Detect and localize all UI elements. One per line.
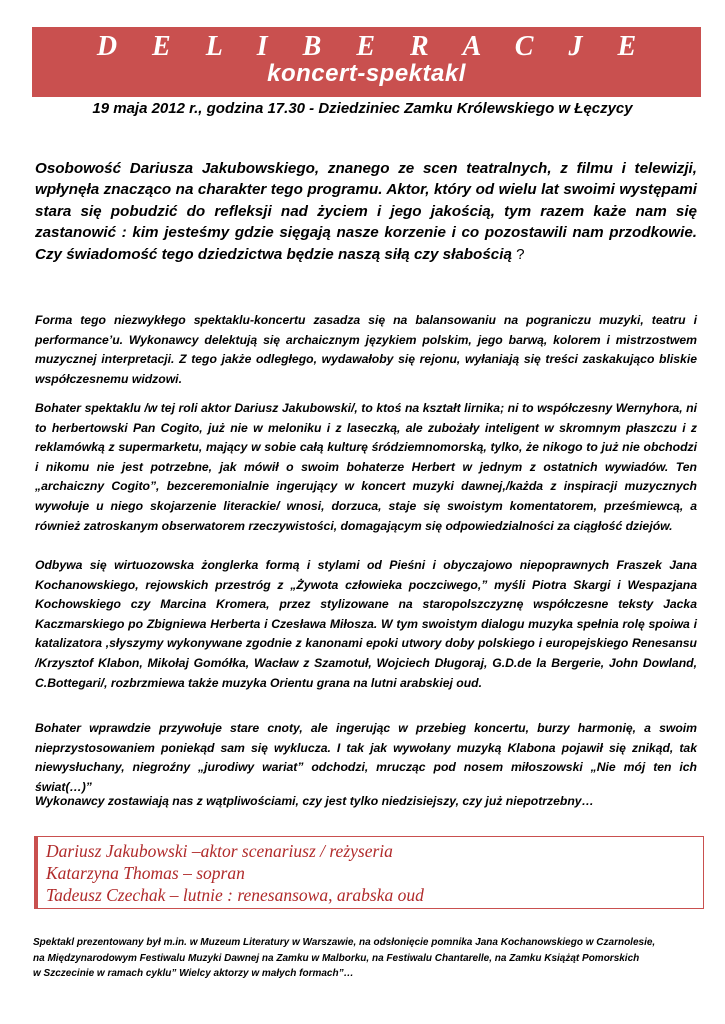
description-paragraph-closing: Wykonawcy zostawiają nas z wątpliwościami, czy jest tylko niedzisiejszy, czy już niepotrzebny… bbox=[35, 794, 594, 808]
performers-credits-box bbox=[34, 836, 704, 909]
event-title: D E L I B E R A C J E bbox=[96, 31, 651, 62]
footer-line: na Międzynarodowym Festiwalu Muzyki Dawnej na Zamku w Malborku, na Festiwalu Chantarelle, na Zamku Książąt Pomorskich bbox=[33, 952, 640, 964]
intro-question-mark: ? bbox=[511, 245, 525, 263]
description-paragraph-hero: Bohater spektaklu /w tej roli aktor Dariusz Jakubowski/, to ktoś na kształt lirnika; ni to współczesny Wernyhora, ni to herbertowski Pan Cogito, już nie w meloniku i z laseczką, ale zubożały inteligent w skromnym płaszczu i z reklamówką z supermarketu, mający w sobie całą kulturę śródziemnomorską, tylko, że nikogo to już nie obchodzi i nikomu nie jest potrzebne, jak mówił o swoim bohaterze Herbert w jednym z ostatnich wywiadów. Ten „archaiczny Cogito”, bezceremonialnie ingerujący w koncert muzyki dawnej,/każda z inspiracji muzycznych wywołuje u niego skojarzenie literackie/ wnosi, dorzuca, staje się swoistym komentatorem, prześmiewcą, a również zatroskanym obserwatorem rzeczywistości, domagającym się odpowiedzialności za ciągłość dziejów. bbox=[35, 401, 697, 533]
performance-history-footer bbox=[33, 935, 701, 982]
description-paragraph-form: Forma tego niezwykłego spektaklu-koncertu zasadza się na balansowaniu na pograniczu muzyki, teatru i performance’u. Wykonawcy delektują się archaicznym językiem polskim, jego barwą, kolorem i mistrzostwem muzycznej interpretacji. Z tego jakże odległego, wydawałoby się rejonu, wyłaniają się treści zaskakująco bliskie współczesnemu widzowi. bbox=[35, 313, 697, 386]
event-subtitle: koncert-spektakl bbox=[267, 60, 466, 87]
title-banner bbox=[32, 27, 701, 97]
intro-text: Osobowość Dariusza Jakubowskiego, znanego ze scen teatralnych, z filmu i telewizji, wpłynęła znacząco na charakter tego programu. Aktor, który od wielu lat swoimi występami stara się pobudzić do refleksji nad życiem i jego jakością, tym razem każe nam się zastanowić : kim jesteśmy gdzie sięgają nasze korzenie i co pozostawili nam przodkowie. Czy świadomość tego dziedzictwa będzie naszą siłą czy słabością bbox=[35, 160, 697, 263]
footer-line: w Szczecinie w ramach cyklu” Wielcy aktorzy w małych formach”… bbox=[33, 968, 354, 979]
credit-soprano: Katarzyna Thomas – sopran bbox=[46, 863, 245, 883]
description-paragraph-virtues: Bohater wprawdzie przywołuje stare cnoty, ale ingerując w przebieg koncertu, burzy harmonię, a swoim nieprzystosowaniem poniekąd sam się wyklucza. I tak jak wywołany muzyką Klabona pojawił się znikąd, tak niewysłuchany, niegroźny „jurodiwy wariat” odchodzi, mrucząc pod nosem miłoszowski „Nie mój ten ich świat(…)” bbox=[35, 721, 697, 794]
event-date-location: 19 maja 2012 r., godzina 17.30 - Dziedziniec Zamku Królewskiego w Łęczycy bbox=[92, 100, 633, 117]
description-paragraph-repertoire: Odbywa się wirtuozowska żonglerka formą i stylami od Pieśni i obyczajowo niepoprawnych Fraszek Jana Kochanowskiego, rejowskich przestróg z „Żywota człowieka poczciwego,” myśli Piotra Skargi i Wespazjana Kochowskiego czy Marcina Kromera, przez stylizowane na staropolszczyznę współczesne teksty Jacka Kaczmarskiego po Zbigniewa Herberta i Czesława Miłosza. W tym swoistym dialogu muzyka spełnia rolę spoiwa i katalizatora ,słyszymy wykonywane zgodnie z kanonami epoki utwory doby polskiego i europejskiego Renesansu /Krzysztof Klabon, Mikołaj Gomółka, Wacław z Szamotuł, Wojciech Długoraj, G.D.de la Bergerie, John Dowland, C.Bottegari/, rozbrzmiewa także muzyka Orientu grana na lutni arabskiej oud. bbox=[35, 558, 697, 690]
credit-lute: Tadeusz Czechak – lutnie : renesansowa, arabska oud bbox=[46, 885, 424, 905]
intro-paragraph bbox=[35, 158, 697, 265]
footer-line: Spektakl prezentowany był m.in. w Muzeum Literatury w Warszawie, na odsłonięcie pomnika Jana Kochanowskiego w Czarnolesie, bbox=[33, 937, 656, 948]
credit-actor: Dariusz Jakubowski –aktor scenariusz / reżyseria bbox=[46, 841, 393, 861]
